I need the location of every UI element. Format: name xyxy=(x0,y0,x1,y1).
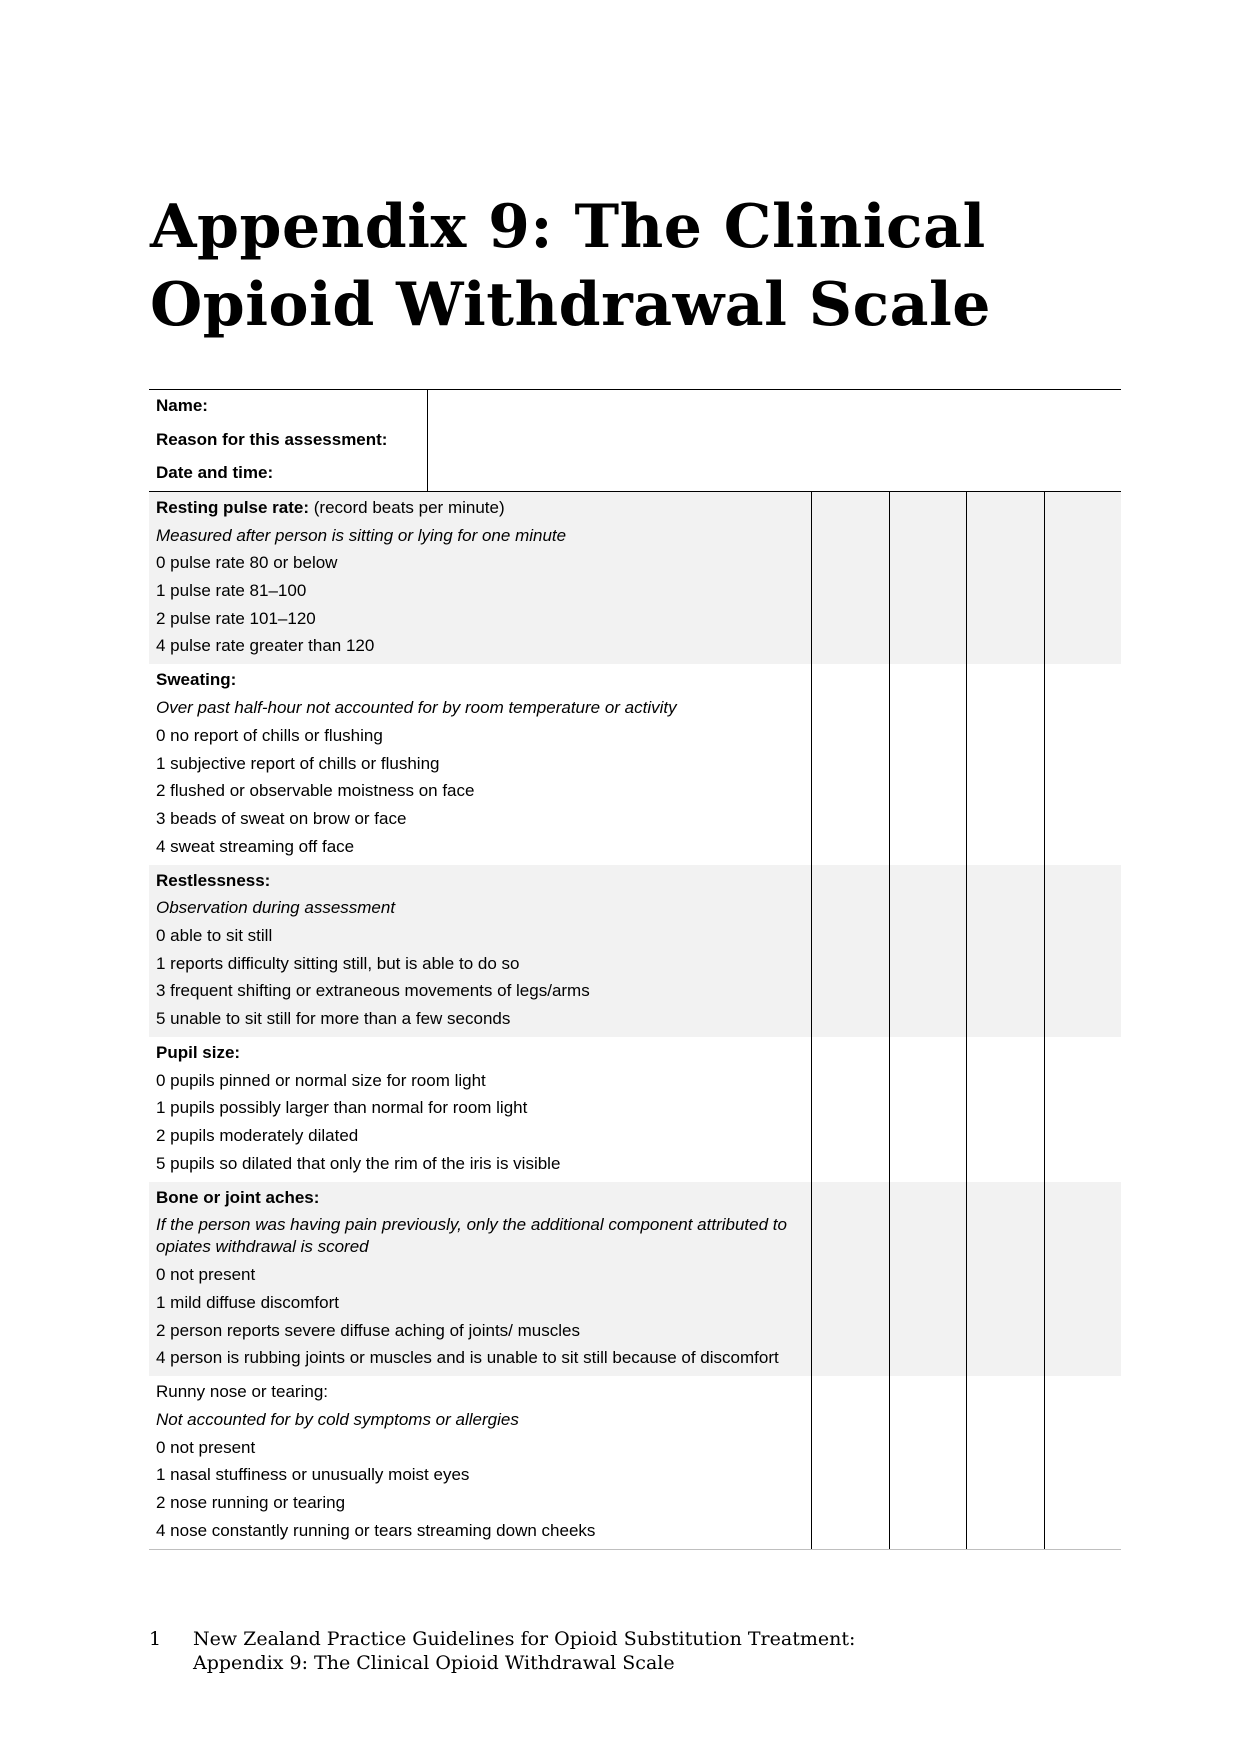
row-note: Over past half-hour not accounted for by room temperature or activity xyxy=(156,698,677,718)
footer-line-1: New Zealand Practice Guidelines for Opioid Substitution Treatment: xyxy=(193,1628,856,1650)
score-option: 0 not present xyxy=(156,1437,256,1457)
score-cell[interactable] xyxy=(1044,1182,1121,1376)
score-cell[interactable] xyxy=(889,664,966,864)
row-description xyxy=(149,865,811,1037)
score-cell[interactable] xyxy=(889,492,966,664)
row-note: Measured after person is sitting or lying for one minute xyxy=(156,525,567,545)
score-cell[interactable] xyxy=(811,492,889,664)
row-description xyxy=(149,664,811,864)
score-option: 0 able to sit still xyxy=(156,925,273,945)
score-cell[interactable] xyxy=(966,492,1043,664)
row-heading-bold: Bone or joint aches: xyxy=(156,1187,320,1207)
row-heading-bold: Pupil size: xyxy=(156,1043,241,1062)
row-description xyxy=(149,1376,811,1548)
row-heading xyxy=(156,1187,805,1209)
row-note: Not accounted for by cold symptoms or allergies xyxy=(156,1409,519,1429)
score-option: 3 beads of sweat on brow or face xyxy=(156,808,407,828)
score-cell[interactable] xyxy=(1044,1037,1121,1182)
table-row-sweating xyxy=(149,664,1121,864)
patient-info-entry-area[interactable] xyxy=(429,390,1121,491)
row-description xyxy=(149,492,811,664)
score-cell[interactable] xyxy=(889,1037,966,1182)
row-description xyxy=(149,1182,811,1376)
row-heading xyxy=(156,669,805,691)
score-option: 2 pupils moderately dilated xyxy=(156,1126,359,1146)
score-option: 0 no report of chills or flushing xyxy=(156,725,383,745)
score-cell[interactable] xyxy=(811,865,889,1037)
score-cell[interactable] xyxy=(889,1182,966,1376)
row-heading xyxy=(156,1042,805,1064)
patient-info-labels xyxy=(149,390,428,491)
score-cell[interactable] xyxy=(966,865,1043,1037)
row-heading xyxy=(156,870,805,892)
row-heading xyxy=(156,497,805,519)
score-cell[interactable] xyxy=(811,1037,889,1182)
score-option: 2 pulse rate 101–120 xyxy=(156,608,316,628)
footer-text xyxy=(193,1627,993,1675)
score-cell[interactable] xyxy=(966,1037,1043,1182)
score-cell[interactable] xyxy=(889,865,966,1037)
score-option: 5 unable to sit still for more than a few seconds xyxy=(156,1009,511,1028)
table-row-runny-nose xyxy=(149,1376,1121,1549)
score-cell[interactable] xyxy=(811,1182,889,1376)
row-description xyxy=(149,1037,811,1182)
score-cell[interactable] xyxy=(889,1376,966,1548)
score-cell[interactable] xyxy=(811,664,889,864)
score-option: 5 pupils so dilated that only the rim of the iris is visible xyxy=(156,1153,561,1173)
score-option: 4 sweat streaming off face xyxy=(156,836,355,856)
page-title-line-1: Appendix 9: The Clinical xyxy=(150,192,986,262)
patient-info-box xyxy=(149,390,1121,492)
cows-scale-table xyxy=(149,492,1121,1550)
score-option: 2 person reports severe diffuse aching of joints/ muscles xyxy=(156,1320,580,1340)
row-heading-bold: Resting pulse rate: xyxy=(156,498,310,517)
footer-line-2: Appendix 9: The Clinical Opioid Withdrawal Scale xyxy=(193,1652,675,1674)
score-cell[interactable] xyxy=(1044,865,1121,1037)
page-title-line-2: Opioid Withdrawal Scale xyxy=(150,270,991,340)
score-cell[interactable] xyxy=(966,1182,1043,1376)
row-heading-bold: Restlessness: xyxy=(156,870,271,890)
row-heading-rest: (record beats per minute) xyxy=(309,498,505,517)
name-label: Name: xyxy=(156,396,208,415)
score-option: 3 frequent shifting or extraneous movements of legs/arms xyxy=(156,981,590,1001)
score-option: 4 nose constantly running or tears streaming down cheeks xyxy=(156,1520,596,1540)
score-option: 0 pulse rate 80 or below xyxy=(156,553,338,573)
page-title xyxy=(150,188,1150,344)
score-option: 4 pulse rate greater than 120 xyxy=(156,636,375,656)
page-number: 1 xyxy=(149,1628,162,1650)
row-note: Observation during assessment xyxy=(156,898,396,918)
score-option: 1 reports difficulty sitting still, but is able to do so xyxy=(156,953,520,973)
score-cell[interactable] xyxy=(1044,664,1121,864)
score-option: 1 subjective report of chills or flushing xyxy=(156,753,440,773)
score-cell[interactable] xyxy=(811,1376,889,1548)
score-cell[interactable] xyxy=(966,664,1043,864)
score-cell[interactable] xyxy=(1044,492,1121,664)
score-option: 0 pupils pinned or normal size for room light xyxy=(156,1070,486,1090)
score-option: 2 nose running or tearing xyxy=(156,1492,346,1512)
score-option: 1 mild diffuse discomfort xyxy=(156,1292,339,1312)
table-row-pulse xyxy=(149,492,1121,664)
row-heading-bold: Sweating: xyxy=(156,670,237,690)
score-option: 4 person is rubbing joints or muscles and is unable to sit still because of discomfort xyxy=(156,1348,779,1368)
row-heading xyxy=(156,1381,805,1403)
score-option: 1 pupils possibly larger than normal for room light xyxy=(156,1098,528,1118)
score-option: 1 nasal stuffiness or unusually moist eyes xyxy=(156,1465,470,1485)
reason-label: Reason for this assessment: xyxy=(156,430,388,449)
score-option: 1 pulse rate 81–100 xyxy=(156,581,307,601)
datetime-label: Date and time: xyxy=(156,463,274,482)
score-cell[interactable] xyxy=(966,1376,1043,1548)
table-row-restlessness xyxy=(149,865,1121,1037)
score-option: 2 flushed or observable moistness on face xyxy=(156,781,475,801)
row-note: If the person was having pain previously, only the additional component attributed to opiates withdrawal is scored xyxy=(156,1215,787,1257)
score-option: 0 not present xyxy=(156,1265,256,1285)
table-row-bone-joint-aches xyxy=(149,1182,1121,1376)
score-cell[interactable] xyxy=(1044,1376,1121,1548)
table-row-pupil-size xyxy=(149,1037,1121,1182)
row-heading-rest: Runny nose or tearing: xyxy=(156,1382,328,1402)
